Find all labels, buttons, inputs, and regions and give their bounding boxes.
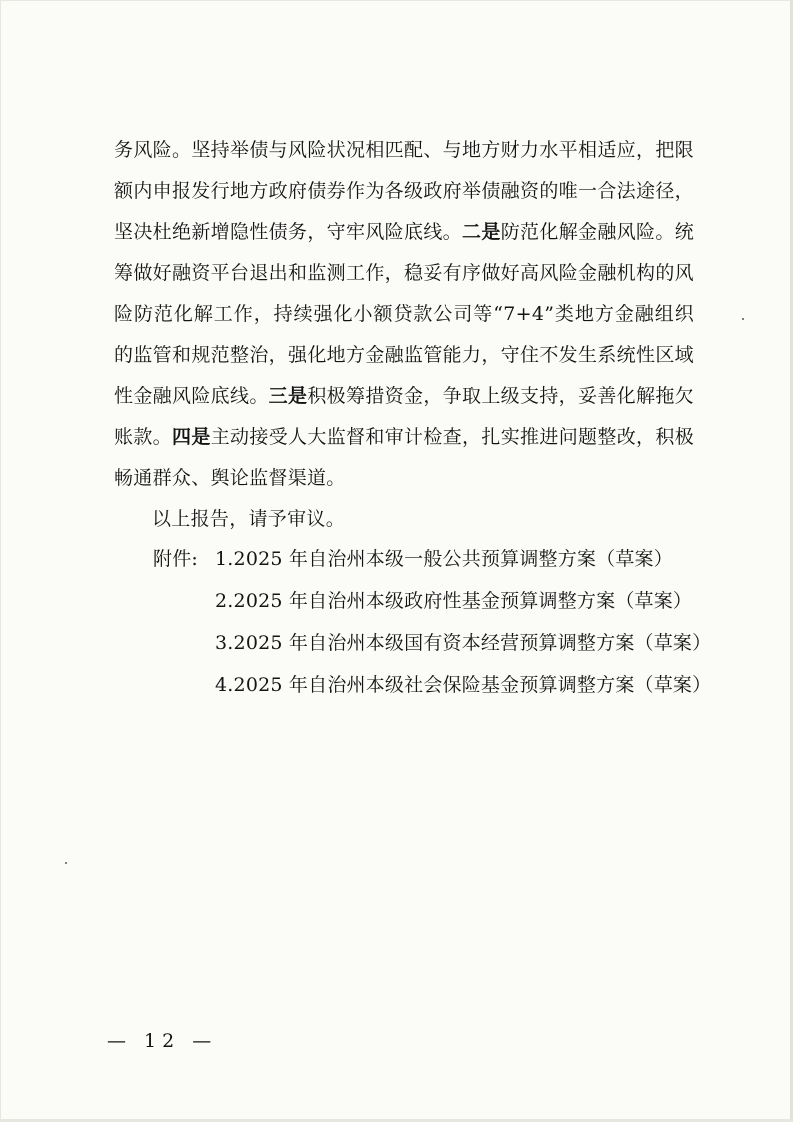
report-body — [114, 130, 694, 540]
scan-speck — [65, 862, 67, 864]
attachment-row — [153, 664, 713, 706]
text-segment: 务风险。坚持举债与风险状况相匹配、与地方财力水平相适应，把限额内申报发行地方政府债券作为各级政府举债融资的唯一合法途径，坚决杜绝新增隐性债务，守牢风险底线。 — [114, 139, 694, 243]
bold-marker-four: 四是 — [172, 426, 211, 448]
attachment-item-3: 3.2025 年自治州本级国有资本经营预算调整方案（草案） — [215, 632, 712, 654]
bold-marker-three: 三是 — [268, 385, 308, 407]
text-segment: 主动接受人大监督和审计检查，扎实推进问题整改，积极畅通群众、舆论监督渠道。 — [114, 426, 694, 489]
attachments-label: 附件: — [153, 548, 199, 570]
page-number: — 12 — — [107, 1030, 218, 1052]
attachment-item-2: 2.2025 年自治州本级政府性基金预算调整方案（草案） — [215, 590, 693, 612]
attachment-row — [153, 538, 713, 580]
closing-text: 以上报告，请予审议。 — [152, 508, 346, 530]
attachment-item-4: 4.2025 年自治州本级社会保险基金预算调整方案（草案） — [215, 674, 712, 696]
attachments-label-spacer — [153, 580, 215, 622]
attachments-label-spacer — [153, 622, 215, 664]
attachments-list — [153, 538, 713, 706]
text-segment: 防范化解金融风险。统筹做好融资平台退出和监测工作，稳妥有序做好高风险金融机构的风险防范化解工作，持续强化小额贷款公司等“7+4”类地方金融组织的监管和规范整治，强化地方金融监管能力，守住不发生系统性区域性金融风险底线。 — [114, 221, 694, 407]
attachment-row — [153, 580, 713, 622]
paragraph-closing — [114, 499, 694, 540]
text-segment: 积极筹措资金，争取上级支持，妥善化解拖欠账款。 — [114, 385, 694, 448]
attachment-row — [153, 622, 713, 664]
attachments-label-spacer — [153, 664, 215, 706]
bold-marker-two: 二是 — [462, 221, 501, 243]
paragraph-risk-measures — [114, 130, 694, 499]
attachment-item-1: 1.2025 年自治州本级一般公共预算调整方案（草案） — [215, 548, 673, 570]
scan-speck — [742, 318, 744, 320]
